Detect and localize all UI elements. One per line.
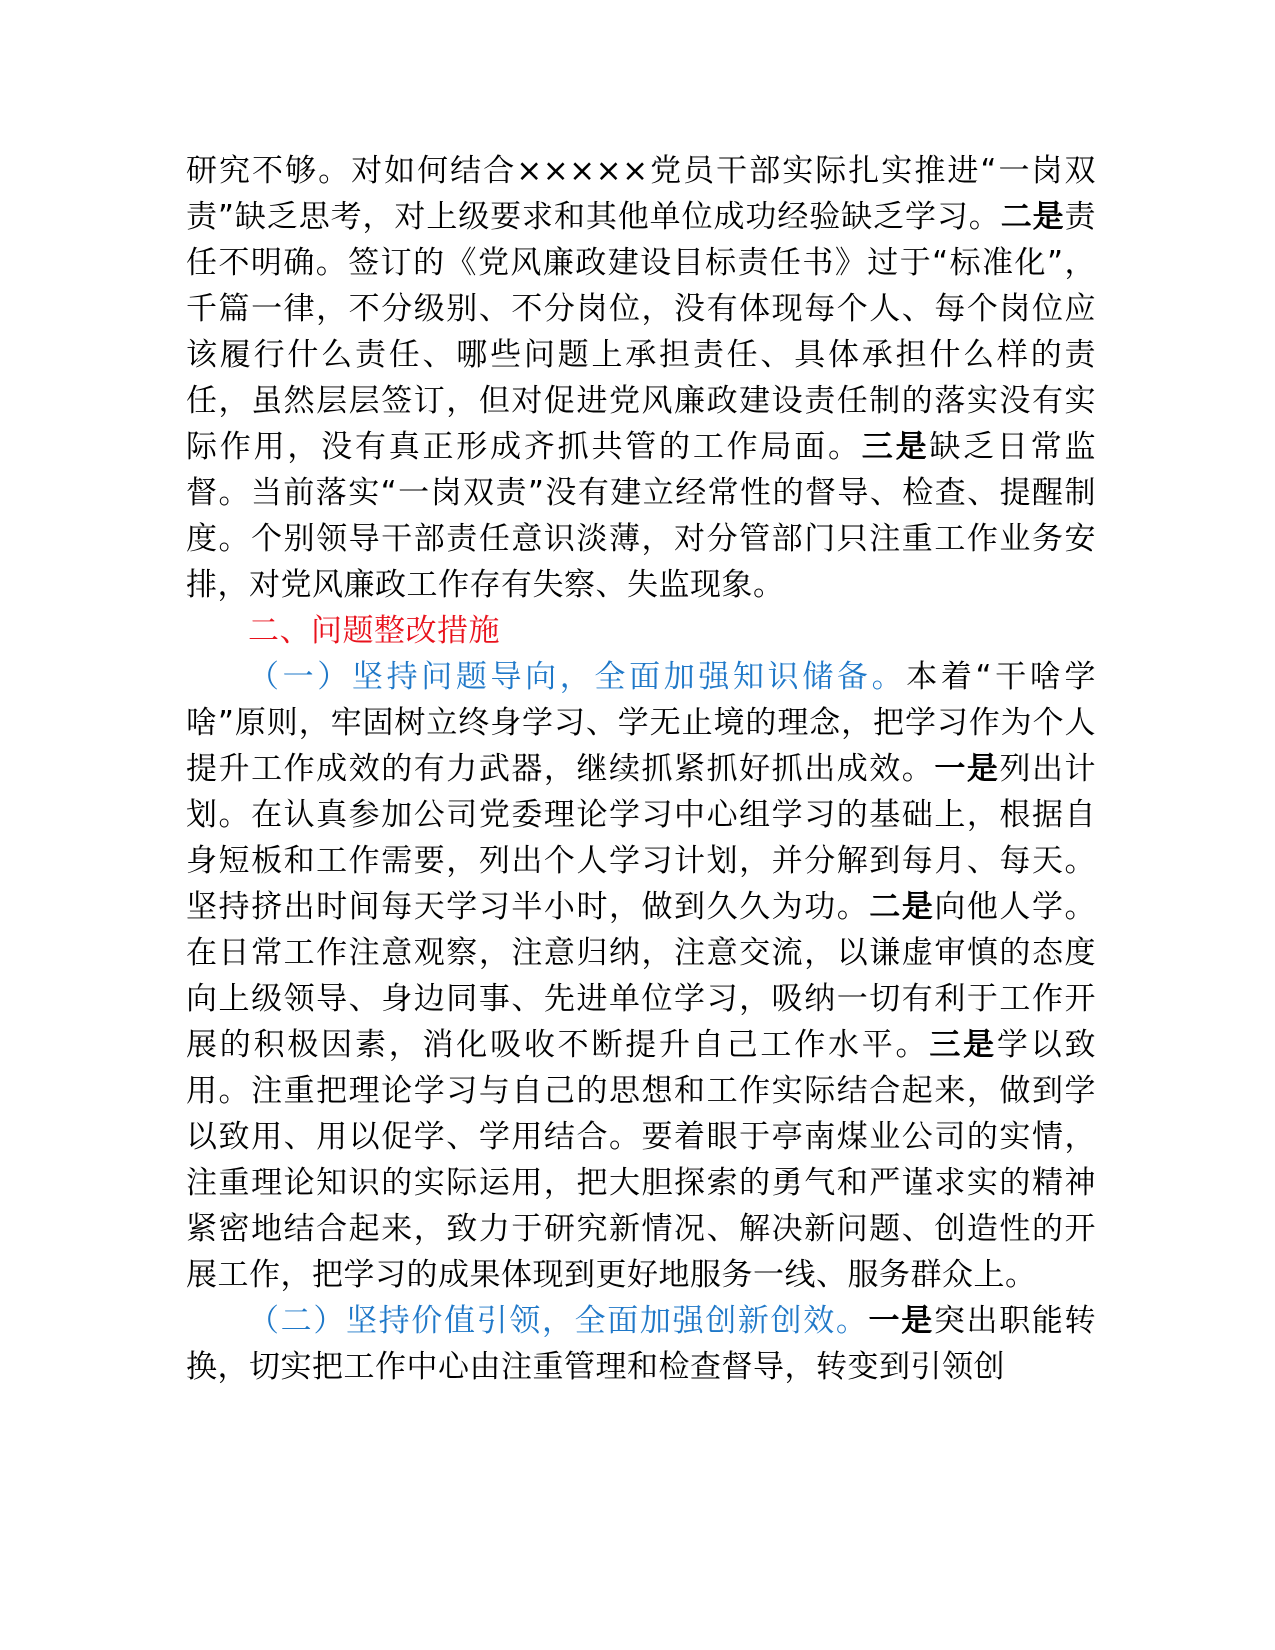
paragraph-text: 向他人学。在日常工作注意观察，注意归纳，注意交流，以谦虚审慎的态度向上级领导、身边同事、先进单位学习，吸纳一切有利于工作开展的积极因素，消化吸收不断提升自己工作水平。 <box>186 889 1097 1063</box>
paragraph-text: 突出职能转换，切实把工作中心由注重管理和检查督导，转变到引领创 <box>186 1303 1097 1385</box>
subsection-heading: （一）坚持问题导向，全面加强知识储备。 <box>248 659 907 695</box>
bold-ordinal: 三是 <box>929 1027 997 1063</box>
bold-ordinal: 三是 <box>861 429 930 465</box>
measure-paragraph-1 <box>186 654 1096 1298</box>
bold-ordinal: 二是 <box>869 889 935 925</box>
problem-paragraph <box>186 148 1096 608</box>
section-heading: 二、问题整改措施 <box>248 613 500 649</box>
paragraph-text: 本着“干啥学啥”原则，牢固树立终身学习、学无止境的理念，把学习作为个人提升工作成效的有力武器，继续抓紧抓好抓出成效。 <box>186 659 1097 787</box>
paragraph-text: 责任不明确。签订的《党风廉政建设目标责任书》过于“标准化”，千篇一律，不分级别、不分岗位，没有体现每个人、每个岗位应该履行什么责任、哪些问题上承担责任、具体承担什么样的责任，虽然层层签订，但对促进党风廉政建设责任制的落实没有实际作用，没有真正形成齐抓共管的工作局面。 <box>186 199 1097 465</box>
document-body <box>186 148 1096 1390</box>
paragraph-text: 学以致用。注重把理论学习与自己的思想和工作实际结合起来，做到学以致用、用以促学、学用结合。要着眼于亭南煤业公司的实情，注重理论知识的实际运用，把大胆探索的勇气和严谨求实的精神紧密地结合起来，致力于研究新情况、解决新问题、创造性的开展工作，把学习的成果体现到更好地服务一线、服务群众上。 <box>186 1027 1096 1293</box>
bold-ordinal: 一是 <box>934 751 1000 787</box>
paragraph-text: 研究不够。对如何结合×××××党员干部实际扎实推进“一岗双责”缺乏思考，对上级要求和其他单位成功经验缺乏学习。 <box>186 153 1096 235</box>
paragraph-text: 列出计划。在认真参加公司党委理论学习中心组学习的基础上，根据自身短板和工作需要，列出个人学习计划，并分解到每月、每天。坚持挤出时间每天学习半小时，做到久久为功。 <box>186 751 1097 925</box>
bold-ordinal: 二是 <box>1000 199 1065 235</box>
paragraph-text: 缺乏日常监督。当前落实“一岗双责”没有建立经常性的督导、检查、提醒制度。个别领导干部责任意识淡薄，对分管部门只注重工作业务安排，对党风廉政工作存有失察、失监现象。 <box>186 429 1097 603</box>
subsection-heading: （二）坚持价值引领，全面加强创新创效。 <box>248 1303 869 1339</box>
bold-ordinal: 一是 <box>868 1303 934 1339</box>
measure-paragraph-2 <box>186 1298 1096 1390</box>
